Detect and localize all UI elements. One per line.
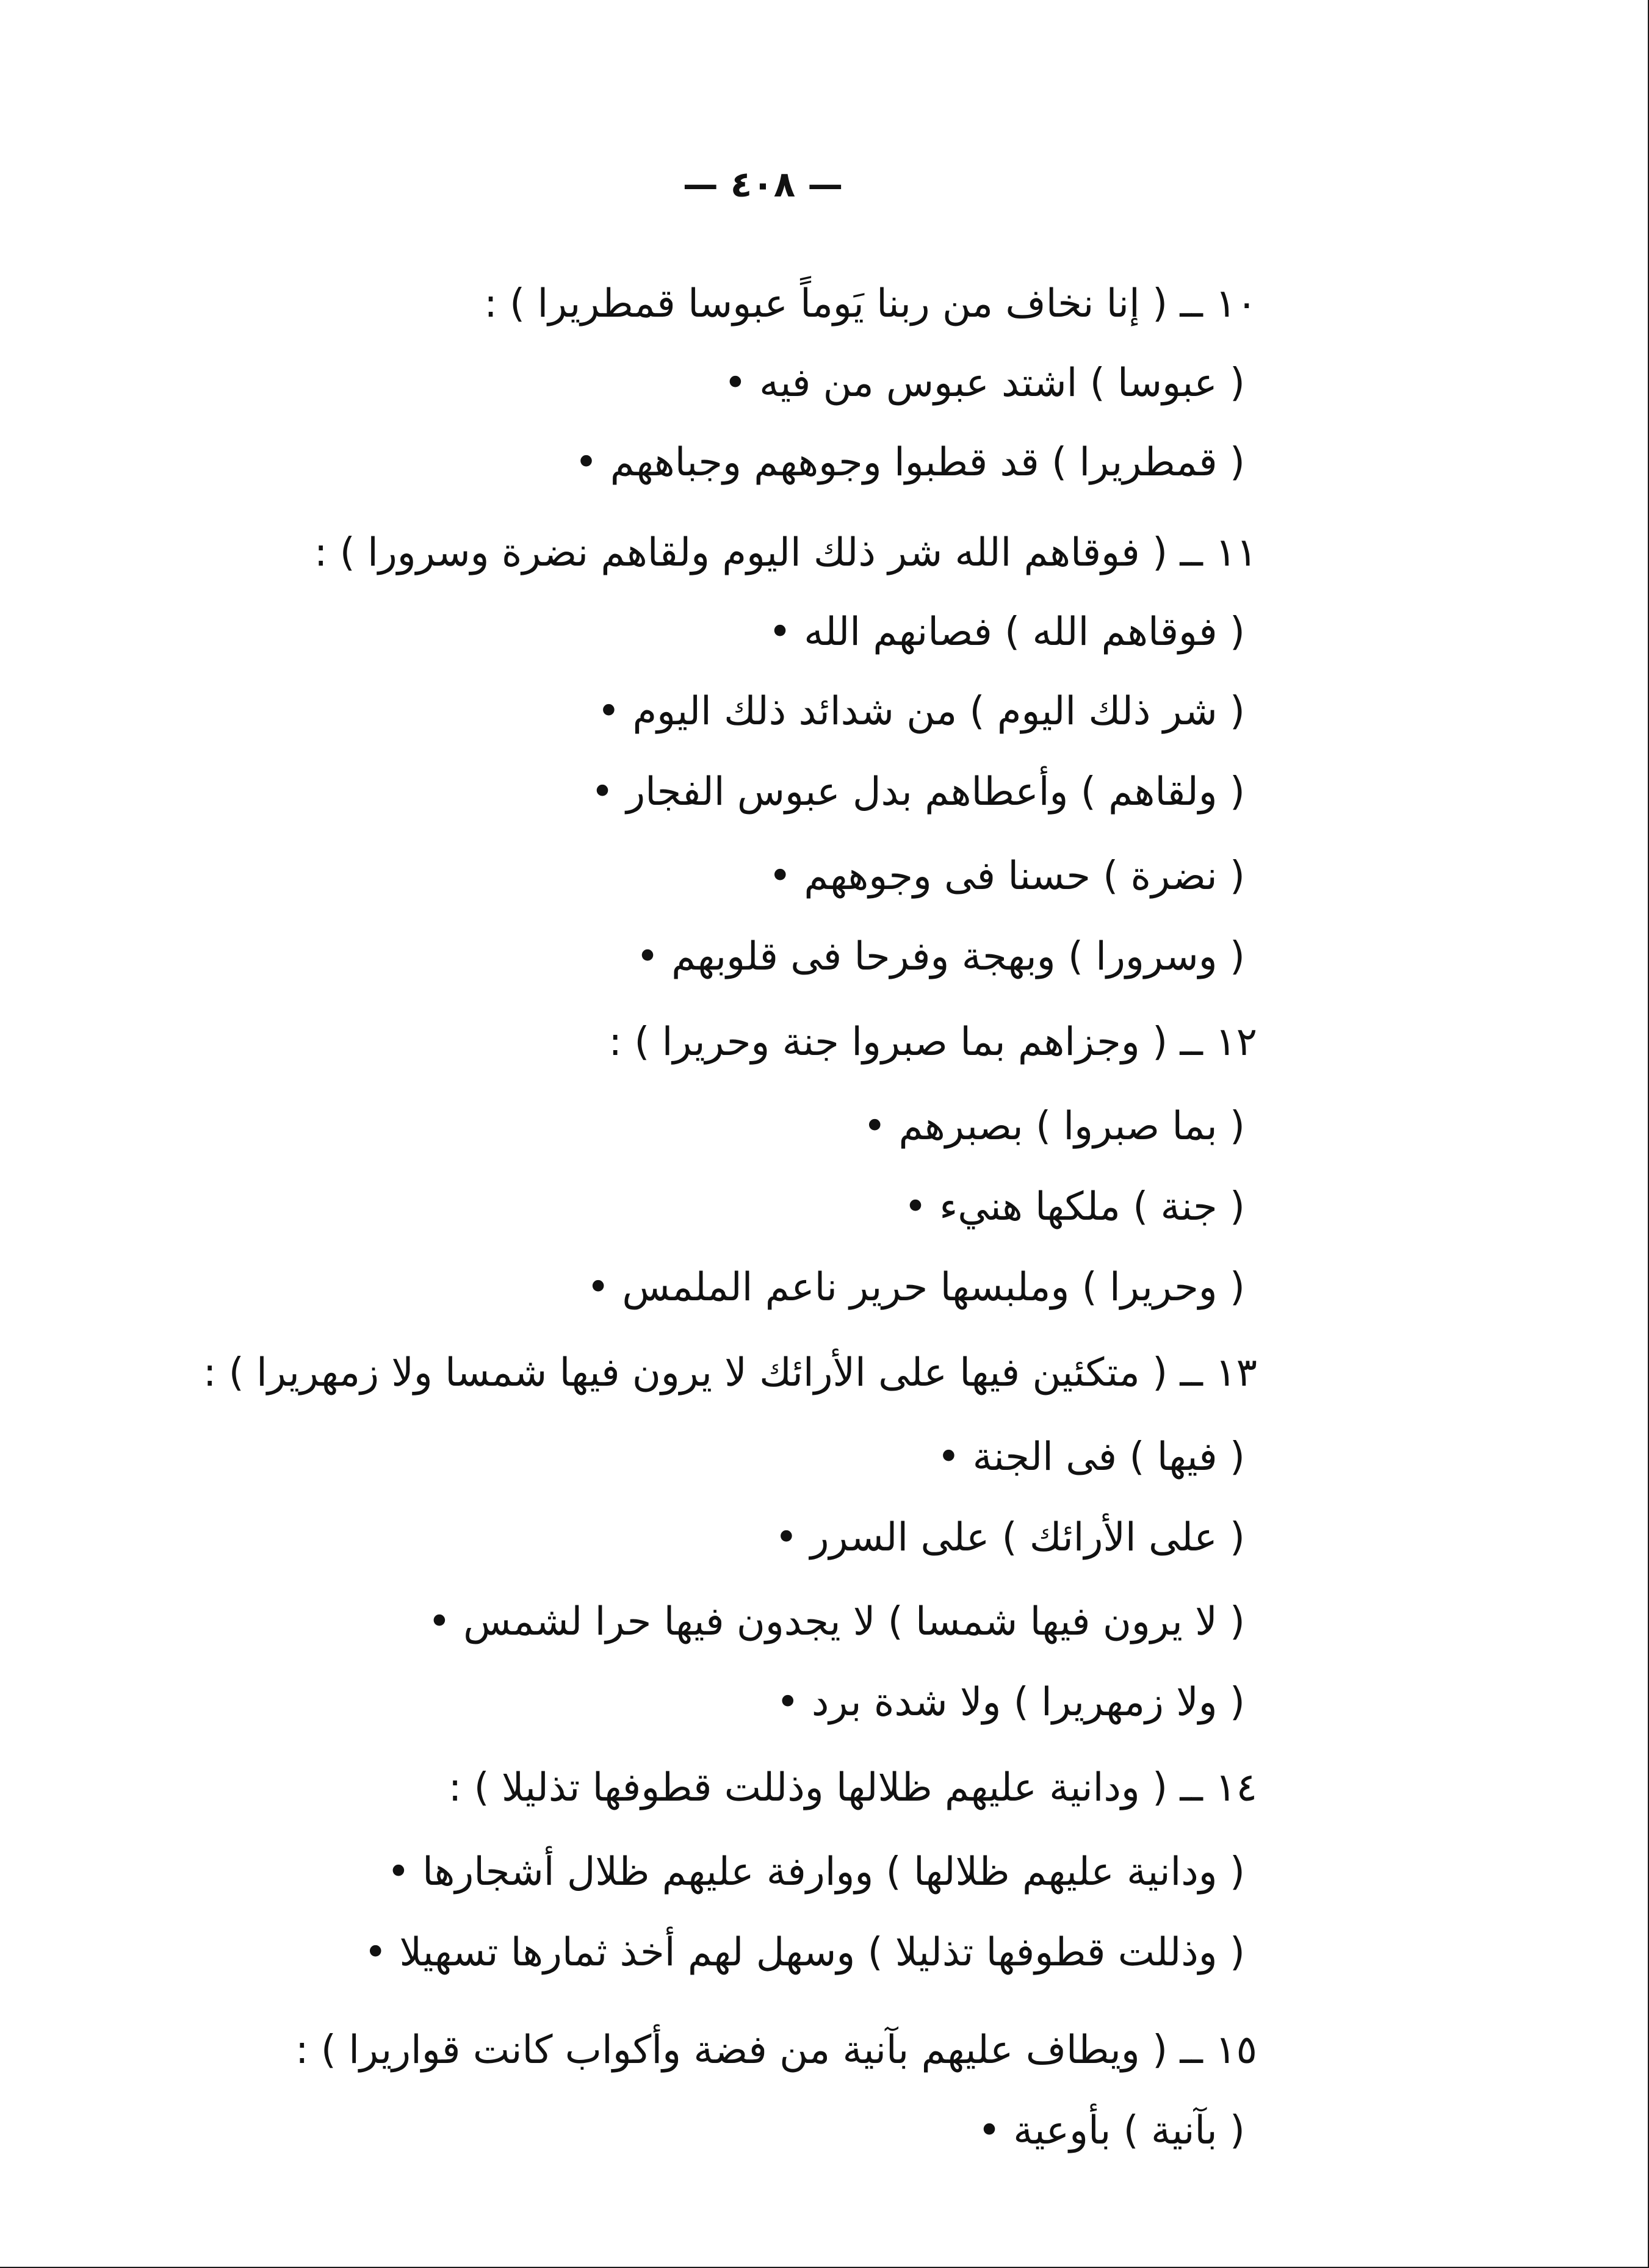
gloss-line: ( على الأرائك ) على السرر • [774,1515,1245,1560]
gloss-line: ( فوقاهم الله ) فصانهم الله • [768,610,1245,655]
gloss-line: ( شر ذلك اليوم ) من شدائد ذلك اليوم • [597,689,1245,734]
gloss-line: ( وسرورا ) وبهجة وفرحا فى قلوبهم • [636,934,1245,979]
verse-heading-14: ١٤ ــ ( ودانية عليهم ظلالها وذللت قطوفها تذليلا ) : [448,1765,1257,1810]
verse-heading-10: ١٠ ــ ( إنا نخاف من ربنا يَوماً عبوسا قمطريرا ) : [484,281,1257,326]
page-number: — ٤٠٨ — [682,164,843,205]
verse-heading-12: ١٢ ــ ( وجزاهم بما صبروا جنة وحريرا ) : [608,1020,1257,1065]
gloss-line: ( نضرة ) حسنا فى وجوههم • [768,854,1245,899]
gloss-line: ( جنة ) ملكها هنيء • [904,1184,1245,1229]
gloss-line: ( بما صبروا ) بصبرهم • [863,1104,1245,1149]
verse-heading-15: ١٥ ــ ( ويطاف عليهم بآنية من فضة وأكواب كانت قواريرا ) : [295,2028,1257,2073]
gloss-line: ( فيها ) فى الجنة • [937,1435,1245,1480]
gloss-line: ( بآنية ) بأوعية • [978,2108,1245,2153]
gloss-line: ( ولا زمهريرا ) ولا شدة برد • [776,1680,1245,1725]
gloss-line: ( عبوسا ) اشتد عبوس من فيه • [724,361,1245,406]
verse-heading-11: ١١ ــ ( فوقاهم الله شر ذلك اليوم ولقاهم نضرة وسرورا ) : [314,530,1257,575]
gloss-line: ( وحريرا ) وملبسها حرير ناعم الملمس • [586,1265,1245,1310]
gloss-line: ( لا يرون فيها شمسا ) لا يجدون فيها حرا لشمس • [428,1599,1245,1644]
gloss-line: ( وذللت قطوفها تذليلا ) وسهل لهم أخذ ثمارها تسهيلا • [364,1930,1245,1975]
gloss-line: ( ولقاهم ) وأعطاهم بدل عبوس الفجار • [591,769,1245,815]
gloss-line: ( قمطريرا ) قد قطبوا وجوههم وجباههم • [574,440,1245,485]
gloss-line: ( ودانية عليهم ظلالها ) ووارفة عليهم ظلال أشجارها • [387,1849,1245,1895]
verse-heading-13: ١٣ ــ ( متكئين فيها على الأرائك لا يرون فيها شمسا ولا زمهريرا ) : [203,1350,1257,1395]
